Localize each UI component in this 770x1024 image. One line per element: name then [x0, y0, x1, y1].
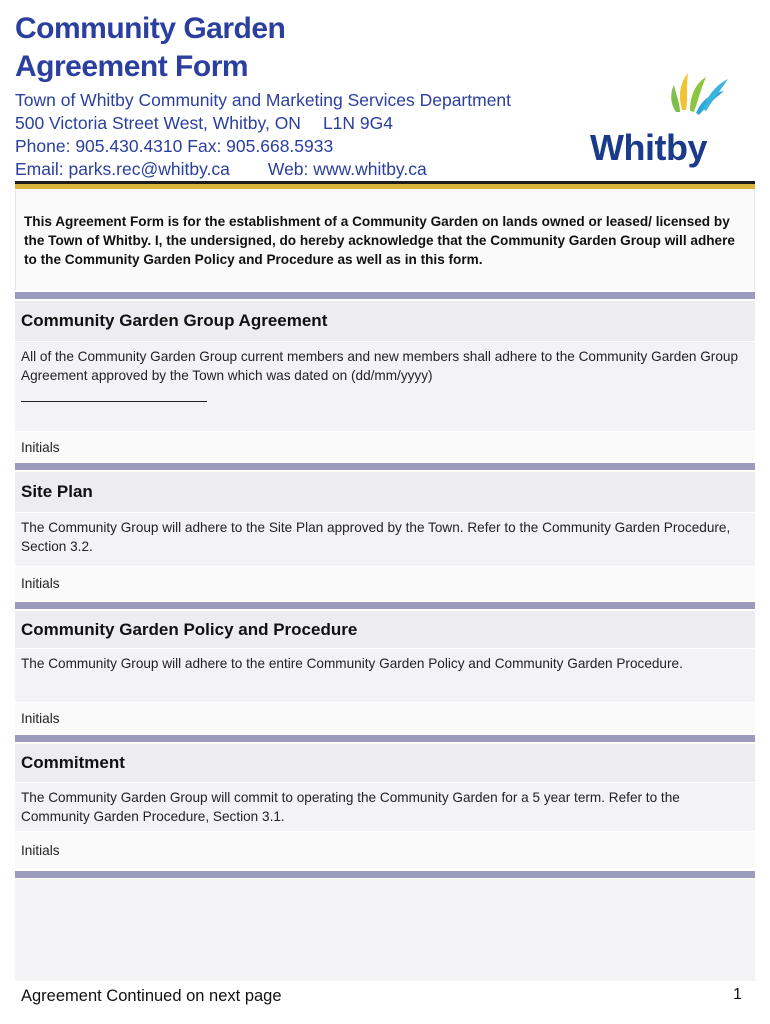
section-heading-policy-procedure: Community Garden Policy and Procedure — [15, 611, 755, 648]
section-heading-site-plan: Site Plan — [15, 472, 755, 512]
section-heading-group-agreement: Community Garden Group Agreement — [15, 301, 755, 341]
department-name: Town of Whitby Community and Marketing Services Department — [15, 90, 512, 110]
intro-text: This Agreement Form is for the establishment of a Community Garden on lands owned or leased/ licensed by the Town of Whitby. I, the undersigned, do hereby acknowledge that the Community Garden Group will adhere to the Community Garden Policy and Procedure as well as in this form. — [24, 214, 735, 267]
email: Email: parks.rec@whitby.ca — [15, 159, 230, 179]
initials-field[interactable]: Initials — [15, 832, 755, 868]
initials-field[interactable]: Initials — [15, 567, 755, 600]
section-text: The Community Group will adhere to the Site Plan approved by the Town. Refer to the Community Garden Procedure, Section 3.2. — [21, 520, 731, 554]
whitby-logo — [590, 65, 740, 175]
address-street: 500 Victoria Street West, Whitby, ON — [15, 113, 301, 133]
page-number: 1 — [733, 986, 742, 1003]
blank-area — [15, 879, 755, 981]
website: Web: www.whitby.ca — [267, 159, 427, 179]
address-postal: L1N 9G4 — [322, 113, 393, 133]
intro-statement — [15, 190, 755, 290]
section-heading-commitment: Commitment — [15, 744, 755, 782]
fax: Fax: 905.668.5933 — [187, 136, 334, 156]
section-divider — [15, 292, 755, 299]
section-text: The Community Garden Group will commit to operating the Community Garden for a 5 year term. Refer to the Community Garden Procedure, Section 3.1. — [21, 790, 680, 824]
section-divider — [15, 871, 755, 878]
section-body-commitment — [15, 783, 755, 831]
section-divider — [15, 463, 755, 470]
continued-note: Agreement Continued on next page — [21, 987, 282, 1005]
form-title-line1: Community Garden — [15, 12, 286, 45]
section-text: All of the Community Garden Group current members and new members shall adhere to the Community Garden Group Agreement approved by the Town which was dated on (dd/mm/yyyy) — [21, 349, 739, 383]
section-body-group-agreement — [15, 342, 755, 431]
initials-field[interactable]: Initials — [15, 703, 755, 734]
section-body-policy-procedure — [15, 649, 755, 702]
date-signature-line[interactable] — [21, 401, 207, 402]
form-title-line2: Agreement Form — [15, 50, 249, 83]
section-divider — [15, 602, 755, 609]
whitby-logo-text: Whitby — [590, 127, 707, 168]
whitby-leaf-logo-icon — [590, 65, 740, 135]
initials-field[interactable]: Initials — [15, 432, 755, 462]
section-text: The Community Group will adhere to the entire Community Garden Policy and Community Garden Procedure. — [21, 656, 683, 671]
section-divider — [15, 735, 755, 742]
section-body-site-plan — [15, 513, 755, 566]
phone: Phone: 905.430.4310 — [15, 136, 183, 156]
document-header — [15, 10, 755, 180]
header-divider-gold — [15, 184, 755, 189]
